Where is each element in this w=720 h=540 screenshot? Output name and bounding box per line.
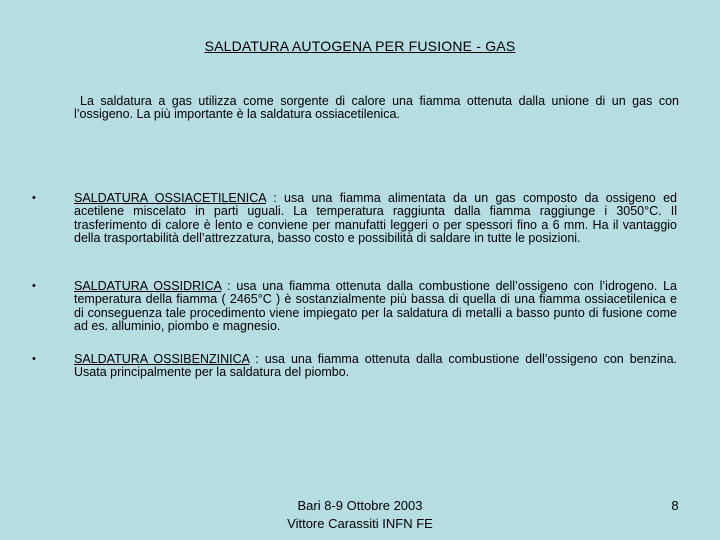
list-item-text <box>74 280 677 333</box>
footer <box>0 497 720 533</box>
footer-event: Bari 8-9 Ottobre 2003 <box>297 498 423 513</box>
intro-text: La saldatura a gas utilizza come sorgente di calore una fiamma ottenuta dalla unione di un gas con l’ossigeno. La più importante è la saldatura ossiacetilenica. <box>74 94 679 121</box>
list-item-body: : usa una fiamma ottenuta dalla combustione dell’ossigeno con benzina. Usata principalmente per la saldatura del piombo. <box>74 352 678 380</box>
bullet-icon: • <box>32 192 36 204</box>
footer-author: Vittore Carassiti INFN FE <box>287 516 433 531</box>
page-number: 8 <box>671 498 679 513</box>
list-item-text <box>74 353 677 380</box>
bullet-icon: • <box>32 280 36 292</box>
list-item-heading: SALDATURA OSSIACETILENICA <box>74 191 266 205</box>
list-item-text <box>74 192 677 245</box>
bullet-icon: • <box>32 353 36 365</box>
list-item-body: : usa una fiamma alimentata da un gas composto da ossigeno ed acetilene miscelato in parti uguali. La temperatura raggiunta dalla fiamma raggiunge i 3050°C. Il trasferimento di calore è lento e conviene per manufatti leggeri o per spessori fino a 6 mm. Ha il vantaggio della trasportabilità dell’attrezzatura, basso costo e possibilità di saldare in tutte le posizioni. <box>74 191 677 245</box>
intro-paragraph <box>74 95 679 121</box>
slide-title <box>0 38 720 54</box>
list-item-heading: SALDATURA OSSIBENZINICA <box>74 352 250 366</box>
list-item-heading: SALDATURA OSSIDRICA <box>74 279 222 293</box>
slide-title-text: SALDATURA AUTOGENA PER FUSIONE - GAS <box>204 38 516 54</box>
list-item-body: : usa una fiamma ottenuta dalla combustione dell’ossigeno con l’idrogeno. La temperatura della fiamma ( 2465°C ) è sostanzialmente più bassa di quella di una fiamma ossiacetilenica e di conseguenza tale procedimento viene impiegato per la saldatura di metalli a basso punto di fusione come ad es. alluminio, piombo e magnesio. <box>74 279 677 333</box>
